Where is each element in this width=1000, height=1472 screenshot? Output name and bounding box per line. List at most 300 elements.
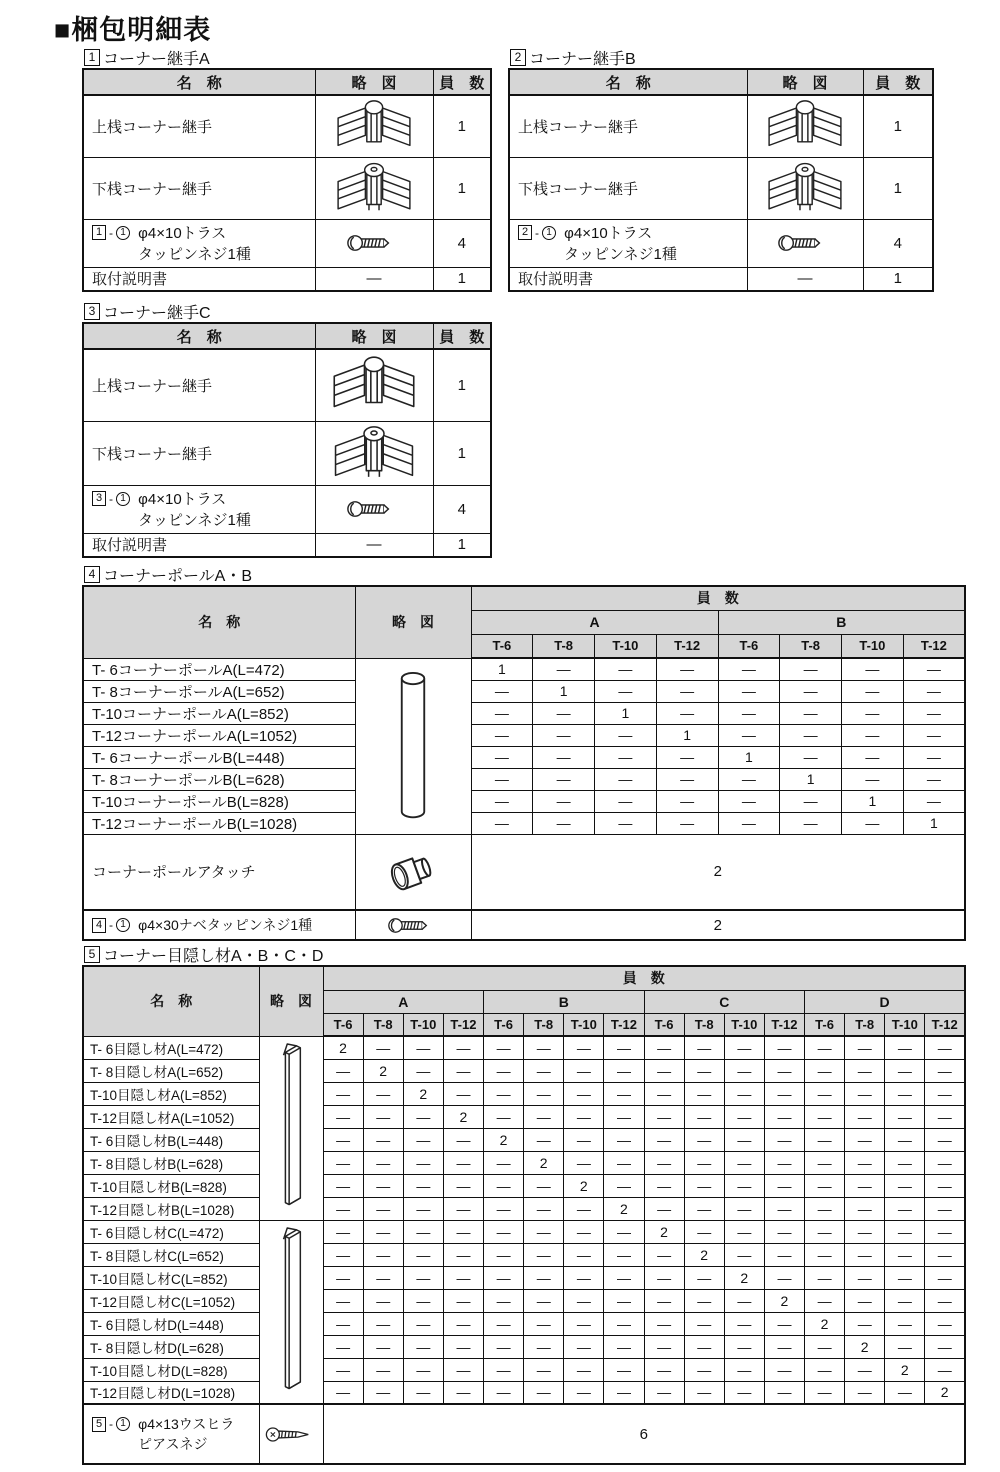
qty-cell: ―: [724, 1128, 764, 1151]
table-row: [83, 1105, 965, 1128]
qty-cell: ―: [805, 1289, 845, 1312]
table-row: [83, 1358, 965, 1381]
qty-cell: ―: [684, 1151, 724, 1174]
qty-cell: ―: [656, 680, 718, 702]
qty-cell: ―: [644, 1243, 684, 1266]
name-header: 名 称: [509, 69, 747, 95]
qty-cell: ―: [403, 1381, 443, 1404]
qty-cell: ―: [656, 746, 718, 768]
qty-cell: ―: [885, 1289, 925, 1312]
qty-cell: ―: [443, 1220, 483, 1243]
qty-cell: ―: [443, 1174, 483, 1197]
truss-screw-icon: [347, 233, 401, 253]
qty-cell: 2: [925, 1381, 965, 1404]
qty-cell: ―: [524, 1243, 564, 1266]
table-row: [83, 1174, 965, 1197]
corner-joint-lower-icon: [757, 160, 853, 216]
qty-cell: ―: [885, 1266, 925, 1289]
qty-cell: ―: [764, 1335, 804, 1358]
table-row: [83, 1151, 965, 1174]
qty-cell: ―: [524, 1082, 564, 1105]
qty-cell: ―: [604, 1381, 644, 1404]
item-name-cell: T-10コーナーポールB(L=828): [83, 790, 355, 812]
qty-cell: ―: [564, 1243, 604, 1266]
item-name-cell: T- 8目隠し材A(L=652): [83, 1059, 259, 1082]
qty-cell: ―: [780, 702, 842, 724]
qty-cell: ―: [925, 1036, 965, 1059]
size-col-header: T-8: [363, 1013, 403, 1036]
qty-cell: ―: [780, 724, 842, 746]
item-name-cell: T- 8目隠し材D(L=628): [83, 1335, 259, 1358]
item-name-cell: 取付説明書: [83, 267, 315, 291]
table5-label: [84, 943, 323, 966]
item-name-cell: T-12目隠し材C(L=1052): [83, 1289, 259, 1312]
qty-cell: 1: [471, 658, 533, 680]
qty-cell: ―: [644, 1151, 684, 1174]
qty-cell: ―: [484, 1243, 524, 1266]
qty-cell: ―: [780, 746, 842, 768]
size-col-header: T-8: [524, 1013, 564, 1036]
qty-cell: ―: [842, 768, 904, 790]
qty-cell: ―: [805, 1220, 845, 1243]
table3-corner-joint-c: [82, 322, 492, 558]
qty-cell: ―: [656, 702, 718, 724]
qty-cell: ―: [604, 1220, 644, 1243]
table-row: [83, 812, 965, 834]
qty-cell: ―: [564, 1220, 604, 1243]
qty-cell: ―: [323, 1151, 363, 1174]
qty-cell: ―: [595, 658, 657, 680]
size-col-header: T-6: [805, 1013, 845, 1036]
qty-cell: ―: [684, 1358, 724, 1381]
qty-cell: ―: [533, 790, 595, 812]
qty-cell: ―: [764, 1381, 804, 1404]
item-name-cell: 下桟コーナー継手: [83, 421, 315, 485]
qty-cell: ―: [684, 1381, 724, 1404]
qty-cell: ―: [764, 1266, 804, 1289]
qty-cell: ―: [363, 1151, 403, 1174]
group-header-b: B: [718, 610, 965, 634]
table-row: [83, 95, 491, 157]
qty-cell: 2: [403, 1082, 443, 1105]
corner-pole-icon: [398, 662, 428, 830]
qty-cell: ―: [656, 790, 718, 812]
qty-cell: 2: [604, 1197, 644, 1220]
qty-cell: ―: [363, 1312, 403, 1335]
qty-cell: ―: [604, 1266, 644, 1289]
qty-cell: ―: [925, 1266, 965, 1289]
size-col-header: T-10: [842, 634, 904, 658]
qty-cell: ―: [764, 1220, 804, 1243]
qty-cell: ―: [443, 1312, 483, 1335]
group-header: A: [323, 990, 484, 1013]
qty-cell: ―: [684, 1335, 724, 1358]
item-name-cell: 5 - 1 φ4×13ウスヒラ ピアスネジ: [83, 1404, 259, 1464]
qty-cell: ―: [885, 1312, 925, 1335]
table1-title: コーナー継手A: [103, 51, 210, 68]
item-name-cell: 3 - 1 φ4×10トラス タッピンネジ1種: [83, 485, 315, 533]
qty-cell: ―: [564, 1381, 604, 1404]
item-name-cell: 上桟コーナー継手: [83, 349, 315, 421]
item-name-cell: T- 6コーナーポールA(L=472): [83, 658, 355, 680]
qty-cell: ―: [885, 1243, 925, 1266]
item-name-cell: 取付説明書: [83, 533, 315, 557]
qty-cell: ―: [443, 1381, 483, 1404]
table1-label: [84, 46, 210, 69]
table5-title: コーナー目隠し材A・B・C・D: [103, 948, 324, 965]
qty-cell: ―: [656, 768, 718, 790]
item-name-cell: 4 - 1 φ4×30ナベタッピンネジ1種: [83, 910, 355, 940]
qty-cell: ―: [443, 1082, 483, 1105]
qty-cell: ―: [845, 1381, 885, 1404]
qty-cell: ―: [845, 1243, 885, 1266]
qty-cell: ―: [595, 768, 657, 790]
item-name-cell: T- 6目隠し材D(L=448): [83, 1312, 259, 1335]
qty-cell: 2: [885, 1358, 925, 1381]
qty-cell: ―: [885, 1151, 925, 1174]
item-name-cell: T-12目隠し材D(L=1028): [83, 1381, 259, 1404]
qty-cell: ―: [684, 1266, 724, 1289]
qty-cell: 2: [471, 910, 965, 940]
size-col-header: T-10: [403, 1013, 443, 1036]
qty-cell: 6: [323, 1404, 965, 1464]
qty-cell: ―: [724, 1105, 764, 1128]
qty-cell: 2: [845, 1335, 885, 1358]
qty-cell: ―: [684, 1312, 724, 1335]
qty-cell: ―: [363, 1174, 403, 1197]
table-row: [83, 1335, 965, 1358]
qty-cell: ―: [805, 1082, 845, 1105]
qty-cell: ―: [656, 658, 718, 680]
qty-cell: ―: [533, 746, 595, 768]
qty-cell: ―: [845, 1036, 885, 1059]
qty-cell: ―: [885, 1174, 925, 1197]
qty-cell: ―: [718, 768, 780, 790]
qty-cell: ―: [363, 1128, 403, 1151]
qty-cell: 1: [595, 702, 657, 724]
size-col-header: T-8: [533, 634, 595, 658]
corner-joint-lower-icon: [326, 160, 422, 216]
qty-cell: ―: [323, 1174, 363, 1197]
qty-cell: ―: [595, 812, 657, 834]
size-col-header: T-10: [885, 1013, 925, 1036]
qty-cell: ―: [484, 1105, 524, 1128]
qty-cell: ―: [403, 1151, 443, 1174]
qty-header: 員 数: [433, 69, 491, 95]
qty-cell: ―: [925, 1082, 965, 1105]
qty-cell: ―: [443, 1266, 483, 1289]
group-header-a: A: [471, 610, 718, 634]
item-name-cell: T-10コーナーポールA(L=852): [83, 702, 355, 724]
qty-cell: ―: [780, 790, 842, 812]
item-name-cell: T- 6目隠し材C(L=472): [83, 1220, 259, 1243]
qty-cell: ―: [533, 768, 595, 790]
part-number-box: 5: [92, 1417, 106, 1432]
qty-cell: 1: [863, 157, 933, 219]
qty-cell: ―: [604, 1243, 644, 1266]
sketch-header: 略 図: [747, 69, 863, 95]
qty-cell: ―: [805, 1151, 845, 1174]
qty-cell: 2: [471, 834, 965, 910]
qty-cell: ―: [363, 1197, 403, 1220]
table-row: [509, 157, 933, 219]
qty-cell: ―: [644, 1082, 684, 1105]
qty-cell: ―: [764, 1082, 804, 1105]
qty-cell: ―: [604, 1059, 644, 1082]
qty-cell: ―: [564, 1335, 604, 1358]
qty-cell: ―: [443, 1036, 483, 1059]
qty-cell: ―: [524, 1220, 564, 1243]
qty-cell: ―: [764, 1358, 804, 1381]
qty-cell: ―: [403, 1312, 443, 1335]
table-row: [83, 680, 965, 702]
qty-cell: ―: [885, 1128, 925, 1151]
qty-cell: ―: [443, 1059, 483, 1082]
qty-cell: ―: [484, 1197, 524, 1220]
size-col-header: T-10: [564, 1013, 604, 1036]
table-row: [83, 1036, 965, 1059]
qty-cell: ―: [443, 1335, 483, 1358]
qty-cell: ―: [845, 1151, 885, 1174]
item-name-cell: 上桟コーナー継手: [83, 95, 315, 157]
qty-cell: ―: [764, 1059, 804, 1082]
qty-cell: ―: [845, 1266, 885, 1289]
qty-cell: ―: [842, 658, 904, 680]
table-row: [83, 834, 965, 910]
qty-cell: ―: [484, 1266, 524, 1289]
qty-cell: ―: [644, 1289, 684, 1312]
size-col-header: T-8: [780, 634, 842, 658]
qty-cell: ―: [604, 1105, 644, 1128]
qty-cell: ―: [724, 1036, 764, 1059]
table4-label: [84, 563, 252, 586]
qty-cell: ―: [718, 724, 780, 746]
table1-corner-joint-a: [82, 68, 492, 292]
qty-cell: ―: [925, 1312, 965, 1335]
qty-cell: ―: [724, 1220, 764, 1243]
qty-cell: ―: [764, 1128, 804, 1151]
qty-cell: ―: [564, 1059, 604, 1082]
size-col-header: T-12: [443, 1013, 483, 1036]
qty-cell: ―: [842, 724, 904, 746]
qty-cell: ―: [403, 1197, 443, 1220]
table-row: [83, 910, 965, 940]
qty-cell: ―: [845, 1289, 885, 1312]
qty-cell: 1: [433, 533, 491, 557]
qty-cell: ―: [524, 1059, 564, 1082]
size-col-header: T-10: [595, 634, 657, 658]
qty-cell: ―: [595, 680, 657, 702]
qty-cell: ―: [925, 1128, 965, 1151]
qty-cell: ―: [363, 1105, 403, 1128]
table-row: [509, 219, 933, 267]
page-title: ■梱包明細表: [54, 15, 212, 45]
qty-cell: 1: [433, 349, 491, 421]
qty-cell: ―: [604, 1312, 644, 1335]
qty-cell: ―: [903, 658, 965, 680]
sketch-header: 略 図: [315, 69, 433, 95]
qty-cell: ―: [925, 1243, 965, 1266]
qty-cell: ―: [471, 724, 533, 746]
qty-cell: ―: [845, 1197, 885, 1220]
qty-cell: ―: [885, 1381, 925, 1404]
corner-joint-upper-icon: [757, 98, 853, 154]
qty-cell: ―: [925, 1151, 965, 1174]
qty-cell: ―: [323, 1266, 363, 1289]
section-number-box: 5: [84, 946, 100, 963]
qty-cell: ―: [524, 1036, 564, 1059]
qty-cell: ―: [443, 1151, 483, 1174]
qty-cell: ―: [403, 1105, 443, 1128]
qty-cell: ―: [564, 1128, 604, 1151]
qty-cell: 2: [724, 1266, 764, 1289]
qty-cell: ―: [403, 1174, 443, 1197]
qty-cell: ―: [471, 746, 533, 768]
qty-cell: ―: [524, 1105, 564, 1128]
qty-cell: ―: [564, 1151, 604, 1174]
item-name-cell: T- 6目隠し材A(L=472): [83, 1036, 259, 1059]
qty-cell: ―: [644, 1105, 684, 1128]
qty-cell: 1: [903, 812, 965, 834]
item-name-cell: T-10目隠し材D(L=828): [83, 1358, 259, 1381]
qty-cell: ―: [885, 1036, 925, 1059]
section-number-box: 4: [84, 566, 100, 583]
table-row: [83, 219, 491, 267]
qty-cell: ―: [724, 1151, 764, 1174]
qty-cell: ―: [805, 1381, 845, 1404]
part-number-box: 3: [92, 491, 106, 506]
table2-title: コーナー継手B: [529, 51, 636, 68]
qty-cell: ―: [925, 1220, 965, 1243]
qty-cell: ―: [805, 1335, 845, 1358]
qty-cell: ―: [903, 768, 965, 790]
qty-cell: ―: [684, 1036, 724, 1059]
truss-screw-icon: [778, 233, 832, 253]
qty-cell: ―: [323, 1312, 363, 1335]
name-header: 名 称: [83, 323, 315, 349]
qty-cell: ―: [403, 1335, 443, 1358]
part-number-circle: 1: [116, 918, 130, 932]
qty-cell: ―: [845, 1059, 885, 1082]
qty-cell: 2: [644, 1220, 684, 1243]
qty-cell: ―: [524, 1381, 564, 1404]
qty-cell: ―: [403, 1358, 443, 1381]
qty-cell: ―: [323, 1105, 363, 1128]
qty-cell: ―: [604, 1358, 644, 1381]
qty-cell: ―: [780, 812, 842, 834]
item-name-cell: T- 8目隠し材B(L=628): [83, 1151, 259, 1174]
qty-cell: ―: [644, 1266, 684, 1289]
qty-cell: ―: [842, 746, 904, 768]
qty-cell: ―: [595, 790, 657, 812]
qty-cell: ―: [323, 1243, 363, 1266]
part-number-circle: 1: [116, 1417, 130, 1431]
qty-cell: 1: [433, 421, 491, 485]
qty-cell: ―: [363, 1220, 403, 1243]
table-row: [83, 421, 491, 485]
size-col-header: T-8: [845, 1013, 885, 1036]
qty-cell: ―: [363, 1243, 403, 1266]
qty-cell: ―: [403, 1059, 443, 1082]
qty-cell: ―: [925, 1105, 965, 1128]
qty-cell: ―: [443, 1289, 483, 1312]
qty-cell: ―: [484, 1151, 524, 1174]
sketch-header: 略 図: [259, 966, 323, 1036]
qty-cell: ―: [925, 1059, 965, 1082]
table-row: [83, 658, 965, 680]
qty-cell: ―: [724, 1312, 764, 1335]
qty-cell: ―: [925, 1358, 965, 1381]
size-col-header: T-6: [484, 1013, 524, 1036]
qty-cell: ―: [885, 1082, 925, 1105]
item-name-cell: T-10目隠し材A(L=852): [83, 1082, 259, 1105]
qty-cell: ―: [925, 1335, 965, 1358]
qty-cell: ―: [805, 1243, 845, 1266]
qty-cell: ―: [780, 658, 842, 680]
qty-cell: 2: [484, 1128, 524, 1151]
table-row: [83, 1220, 965, 1243]
table-row: [83, 349, 491, 421]
group-header: B: [484, 990, 645, 1013]
qty-cell: ―: [903, 790, 965, 812]
part-number-box: 1: [92, 225, 106, 240]
qty-header: 員 数: [863, 69, 933, 95]
qty-cell: ―: [764, 1243, 804, 1266]
qty-cell: ―: [533, 724, 595, 746]
qty-cell: ―: [805, 1266, 845, 1289]
table-row: [83, 1289, 965, 1312]
qty-cell: ―: [845, 1082, 885, 1105]
qty-cell: ―: [323, 1197, 363, 1220]
qty-cell: ―: [524, 1266, 564, 1289]
qty-cell: 4: [863, 219, 933, 267]
item-name-cell: T- 6コーナーポールB(L=448): [83, 746, 355, 768]
qty-cell: ―: [764, 1174, 804, 1197]
qty-cell: ―: [644, 1381, 684, 1404]
truss-screw-icon: [347, 499, 401, 519]
qty-cell: ―: [403, 1128, 443, 1151]
qty-cell: ―: [845, 1312, 885, 1335]
qty-cell: ―: [764, 1151, 804, 1174]
table4-title: コーナーポールA・B: [103, 568, 253, 585]
size-col-header: T-10: [724, 1013, 764, 1036]
qty-cell: ―: [718, 702, 780, 724]
qty-cell: ―: [656, 812, 718, 834]
qty-cell: ―: [764, 1312, 804, 1335]
qty-cell: ―: [842, 702, 904, 724]
qty-cell: ―: [845, 1220, 885, 1243]
qty-cell: ―: [471, 768, 533, 790]
size-col-header: T-6: [471, 634, 533, 658]
size-col-header: T-12: [764, 1013, 804, 1036]
qty-cell: ―: [533, 658, 595, 680]
qty-cell: ―: [724, 1381, 764, 1404]
qty-cell: ―: [484, 1289, 524, 1312]
qty-cell: ―: [564, 1082, 604, 1105]
size-col-header: T-8: [684, 1013, 724, 1036]
qty-cell: ―: [323, 1220, 363, 1243]
qty-cell: ―: [903, 680, 965, 702]
part-number-box: 2: [518, 225, 532, 240]
qty-cell: ―: [845, 1128, 885, 1151]
qty-cell: 1: [656, 724, 718, 746]
qty-cell: ―: [842, 812, 904, 834]
item-name-cell: T- 6目隠し材B(L=448): [83, 1128, 259, 1151]
qty-cell: ―: [363, 1335, 403, 1358]
qty-cell: 2: [564, 1174, 604, 1197]
qty-cell: ―: [604, 1036, 644, 1059]
qty-cell: ―: [903, 724, 965, 746]
